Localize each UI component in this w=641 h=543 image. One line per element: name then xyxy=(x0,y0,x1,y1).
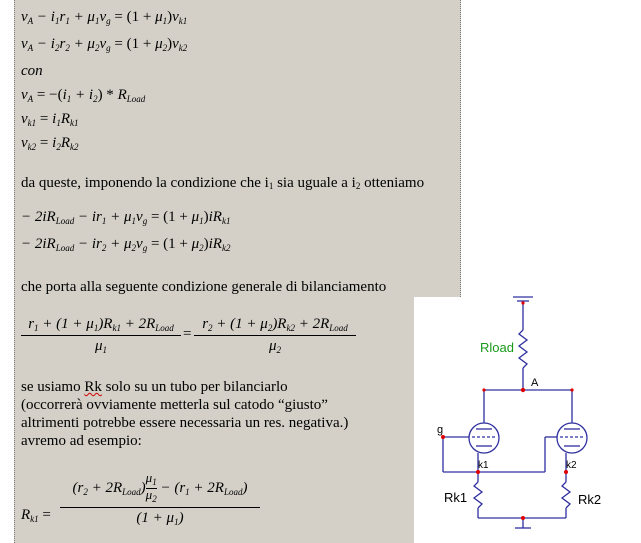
equation-va: $v_A = -(i_1 + i_2) * R_{Load}$ xyxy=(21,87,146,104)
node-ground-dot xyxy=(521,516,525,520)
equation-4: − $2iR_{Load} - ir_2 + \mu_2v_g = (1 + \mu_2)iR_{k2}$ xyxy=(21,236,231,253)
equation-vk1: $v_{k1} = i_1R_{k1}$ xyxy=(21,111,79,128)
tube2-envelope xyxy=(557,423,587,453)
equation-2: $v_A - i_2r_2 + \mu_2v_g = (1 + \mu_2)v_{k2}$ xyxy=(21,36,188,53)
k1-label: k1 xyxy=(478,460,489,471)
node-a-dot xyxy=(521,388,525,392)
paragraph-occorrera: (occorrerà ovviamente metterla sul catodo “giusto” xyxy=(21,397,328,413)
fraction-right: $r_2 + (1 + \mu_2)R_{k2} + 2R_{Load}$ $\mu_2$ xyxy=(194,316,356,355)
paragraph-altrimenti: altrimenti potrebbe essere necessaria un res. negativa.) xyxy=(21,415,349,431)
equation-1: $v_A - i_1r_1 + \mu_1v_g = (1 + \mu_1)v_{k1}$ xyxy=(21,9,188,26)
rk1-lhs: $R_{k1}$ = xyxy=(21,507,51,524)
fraction-equals: = xyxy=(183,326,192,342)
rload-label: Rload xyxy=(480,340,514,355)
rk2-label: Rk2 xyxy=(578,492,602,507)
equation-3: − $2iR_{Load} - ir_1 + \mu_1v_g = (1 + \mu_1)iR_{k1}$ xyxy=(21,209,231,226)
paragraph-general: che porta alla seguente condizione generale di bilanciamento xyxy=(21,279,387,295)
rk1-fraction: $(r_2 + 2R_{Load})$ $\frac{\mu_1}{\mu_2}$ − $(r_1 + 2R_{Load})$ $(1 + \mu_1)$ xyxy=(60,472,260,527)
equation-vk2: $v_{k2} = i_2R_{k2}$ xyxy=(21,135,79,152)
tube1-envelope xyxy=(469,423,499,453)
rk2-resistor xyxy=(562,482,570,508)
spellcheck-word: Rk xyxy=(84,379,102,395)
grid-label: g xyxy=(437,424,444,436)
con-label: con xyxy=(21,63,43,79)
rk1-label: Rk1 xyxy=(444,490,468,505)
paragraph-avremo: avremo ad esempio: xyxy=(21,433,142,449)
rload-resistor xyxy=(519,330,527,368)
paragraph-rk: se usiamo Rk solo su un tubo per bilanciarlo xyxy=(21,379,288,395)
fraction-left: $r_1 + (1 + \mu_1)R_{k1} + 2R_{Load}$ $\mu_1$ xyxy=(21,316,181,355)
node-a-label: A xyxy=(531,377,539,389)
paragraph-condition: da queste, imponendo la condizione che $i_1$ sia uguale a $i_2$ otteniamo xyxy=(21,175,425,191)
k2-label: k2 xyxy=(566,460,577,471)
rk1-resistor xyxy=(474,482,482,508)
